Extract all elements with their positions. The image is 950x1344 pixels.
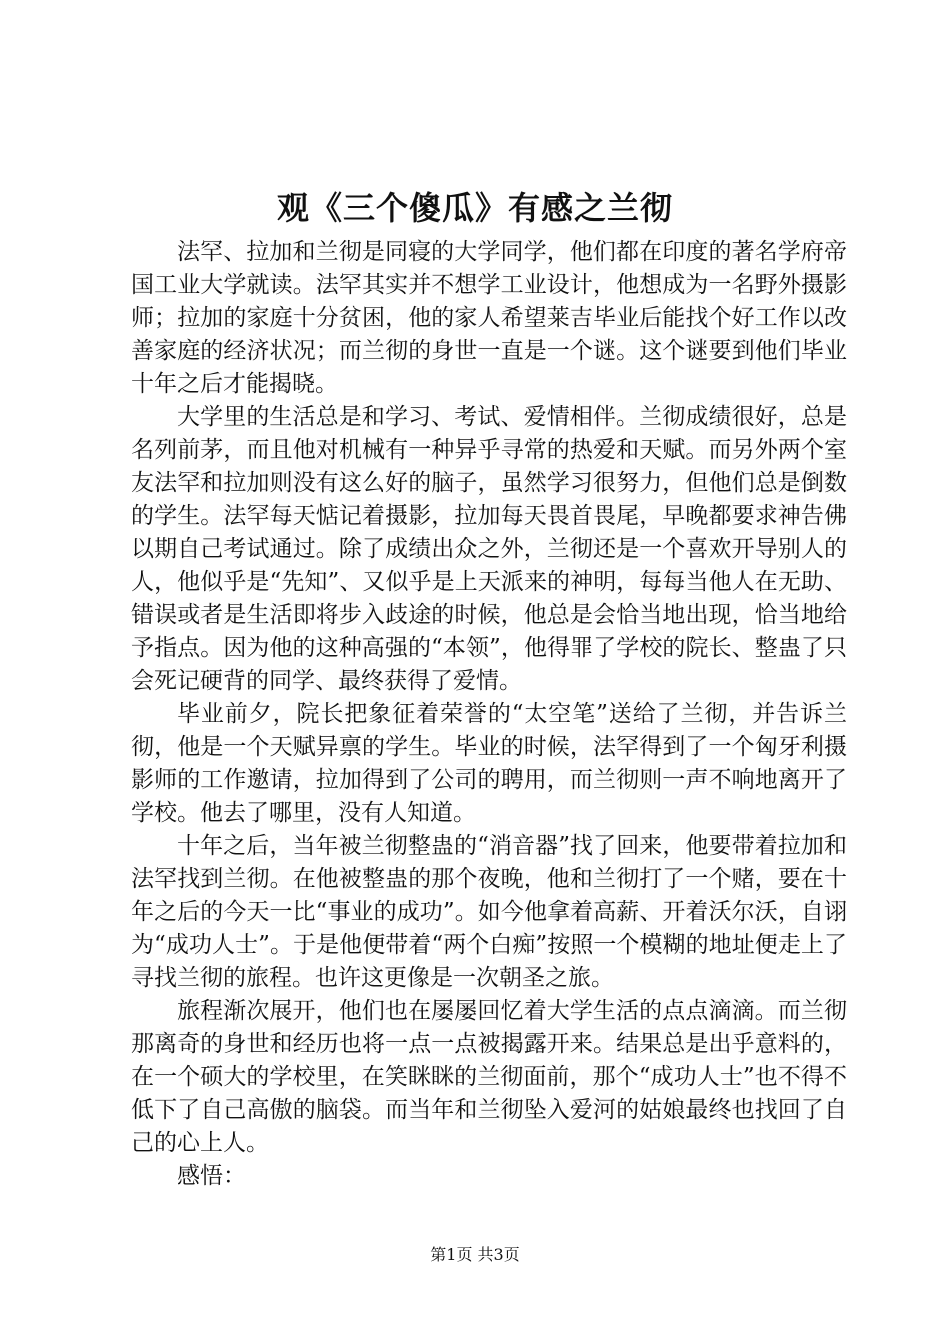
document-title: 观《三个傻瓜》有感之兰彻 — [276, 189, 673, 227]
paragraph-5: 旅程渐次展开，他们也在屡屡回忆着大学生活的点点滴滴。而兰彻那离奇的身世和经历也将一点一点被揭露开来。结果总是出乎意料的，在一个硕大的学校里，在笑眯眯的兰彻面前，那个“成功人士”也不得不低下了自己高傲的脑袋。而当年和兰彻坠入爱河的姑娘最终也找回了自己的心上人。 — [131, 998, 847, 1156]
document-body — [131, 236, 847, 1193]
page-number-footer: 第1页 共3页 — [430, 1245, 520, 1264]
paragraph-2: 大学里的生活总是和学习、考试、爱情相伴。兰彻成绩很好，总是名列前茅，而且他对机械有一种异乎寻常的热爱和天赋。而另外两个室友法罕和拉加则没有这么好的脑子，虽然学习很努力，但他们总是倒数的学生。法罕每天惦记着摄影，拉加每天畏首畏尾，早晚都要求神告佛以期自己考试通过。除了成绩出众之外，兰彻还是一个喜欢开导别人的人，他似乎是“先知”、又似乎是上天派来的神明，每每当他人在无助、错误或者是生活即将步入歧途的时候，他总是会恰当地出现，恰当地给予指点。因为他的这种高强的“本领”，他得罪了学校的院长、整蛊了只会死记硬背的同学、最终获得了爱情。 — [131, 404, 847, 694]
paragraph-3: 毕业前夕，院长把象征着荣誉的“太空笔”送给了兰彻，并告诉兰彻，他是一个天赋异禀的学生。毕业的时候，法罕得到了一个匈牙利摄影师的工作邀请，拉加得到了公司的聘用，而兰彻则一声不响地离开了学校。他去了哪里，没有人知道。 — [131, 701, 847, 826]
paragraph-6: 感悟： — [177, 1163, 246, 1189]
paragraph-4: 十年之后，当年被兰彻整蛊的“消音器”找了回来，他要带着拉加和法罕找到兰彻。在他被整蛊的那个夜晚，他和兰彻打了一个赌，要在十年之后的今天一比“事业的成功”。如今他拿着高薪、开着沃尔沃，自诩为“成功人士”。于是他便带着“两个白痴”按照一个模糊的地址便走上了寻找兰彻的旅程。也许这更像是一次朝圣之旅。 — [131, 833, 847, 991]
paragraph-1: 法罕、拉加和兰彻是同寝的大学同学，他们都在印度的著名学府帝国工业大学就读。法罕其实并不想学工业设计，他想成为一名野外摄影师；拉加的家庭十分贫困，他的家人希望莱吉毕业后能找个好工作以改善家庭的经济状况；而兰彻的身世一直是一个谜。这个谜要到他们毕业十年之后才能揭晓。 — [131, 239, 847, 397]
